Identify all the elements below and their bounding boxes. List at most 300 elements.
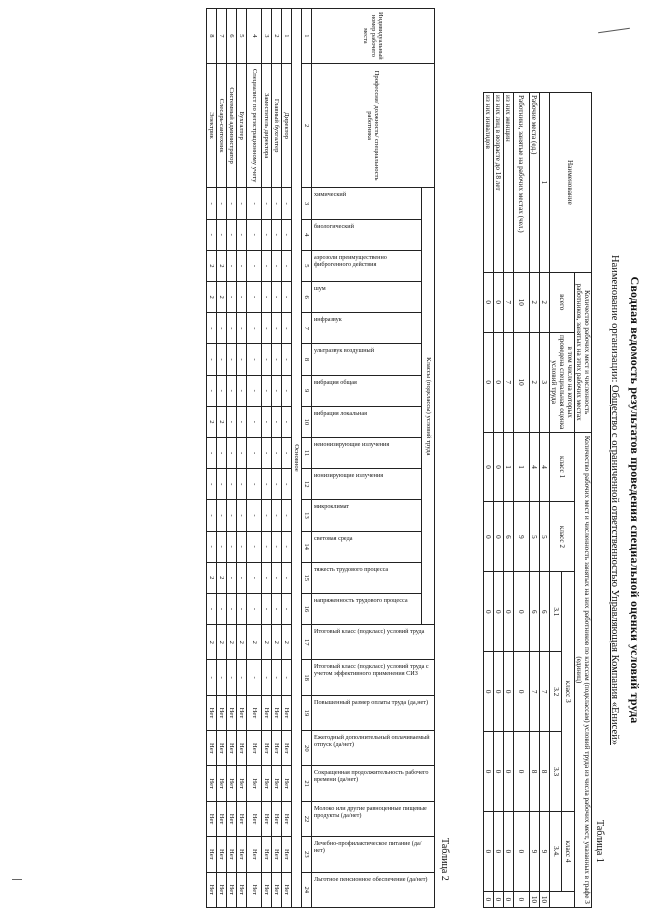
table2-colnum: 20	[302, 731, 312, 766]
table2-cell: Нет	[247, 695, 262, 730]
table2-cell: -	[247, 344, 262, 375]
table1-filler	[550, 891, 575, 907]
organization-line	[609, 130, 620, 870]
table2-header-factor: Итоговый класс (подкласс) условий труда с учетом эффективного применения СИЗ	[314, 663, 429, 678]
table2-cell: -	[227, 313, 237, 344]
table2-header-factor: Льготное пенсионное обеспечение (да/нет)	[314, 875, 428, 883]
table2-cell: Нет	[282, 837, 292, 872]
table2-header-factor: напряженность трудового процесса	[314, 596, 409, 604]
table2-colnum: 24	[302, 872, 312, 907]
table2-cell: Нет	[207, 766, 217, 801]
table2-cell: -	[207, 313, 217, 344]
table2-cell: -	[262, 219, 272, 250]
table2-cell: 2	[217, 562, 227, 593]
table2-row	[227, 9, 237, 908]
table1-cell: 0	[504, 732, 514, 812]
table2-cell: -	[247, 282, 262, 313]
table1-cell: 0	[484, 572, 494, 652]
table2-cell: -	[237, 660, 247, 695]
table2-cell: Нет	[282, 801, 292, 836]
table2-cell: Нет	[207, 731, 217, 766]
table2-colnum: 5	[302, 250, 312, 281]
table2-cell: -	[247, 469, 262, 500]
table1-cell: 1	[514, 432, 530, 502]
table2-cell: 2	[217, 250, 227, 281]
pen-mark	[12, 879, 22, 880]
table2-cell: -	[237, 375, 247, 406]
table2-header	[302, 9, 435, 908]
table2-cell: 2	[237, 625, 247, 660]
table2-header-factor: биологический	[314, 222, 355, 230]
table2-cell: -	[207, 531, 217, 562]
table2-cell: Нет	[237, 731, 247, 766]
table2-cell: -	[237, 593, 247, 624]
table2-cell: -	[282, 375, 292, 406]
table2-cell: -	[282, 250, 292, 281]
table2-cell: Нет	[247, 837, 262, 872]
table2-cell: -	[282, 593, 292, 624]
table2-cell: -	[272, 593, 282, 624]
table2-cell: -	[272, 660, 282, 695]
table1-colnum: 1	[540, 93, 550, 273]
table2-cell: -	[282, 188, 292, 219]
table1-cell: 0	[484, 891, 494, 907]
table1-cell: 0	[494, 812, 504, 892]
table1-cell: 0	[484, 432, 494, 502]
table2-cell: Нет	[247, 766, 262, 801]
table1-row-name: из них инвалидов	[484, 93, 494, 273]
table2-header-factor: ультразвук воздушный	[314, 347, 375, 355]
table2-cell: -	[237, 562, 247, 593]
table2-cell: -	[227, 406, 237, 437]
table2-cell: -	[282, 313, 292, 344]
table1-cell: 10	[514, 272, 530, 332]
table2-cell: 2	[207, 406, 217, 437]
table1-cell: 0	[504, 572, 514, 652]
table1-colnum: 9	[540, 812, 550, 892]
table1-row-name: из них лиц в возрасте до 18 лет	[494, 93, 504, 273]
table2-cell: -	[247, 219, 262, 250]
table2-colnum: 12	[302, 469, 312, 500]
table2-colnum: 15	[302, 562, 312, 593]
table1-cell: 0	[494, 572, 504, 652]
table2-cell: -	[282, 500, 292, 531]
table2-cell: Нет	[217, 766, 227, 801]
table1-cell: 10	[514, 332, 530, 432]
table2-cell: Нет	[227, 766, 237, 801]
table1-header-class3: класс 3	[562, 572, 575, 812]
table2-cell: Нет	[227, 801, 237, 836]
table2-cell: -	[262, 437, 272, 468]
table2-cell: -	[207, 344, 217, 375]
table2-colnum: 17	[302, 625, 312, 660]
table2-row-id: 5	[237, 9, 247, 64]
table1-colnum: 4	[540, 432, 550, 502]
table2-header-factor: инфразвук	[314, 316, 343, 324]
table2-cell: -	[247, 562, 262, 593]
table2-header-factor: аэрозоли преимущественно фиброгенного действия	[314, 253, 388, 268]
table2-row-profession: Бухгалтер	[237, 63, 247, 188]
table1-cell: 0	[494, 272, 504, 332]
table1-header-name: Наименование	[550, 93, 592, 273]
table2-cell: Нет	[227, 872, 237, 907]
table2-colnum: 6	[302, 282, 312, 313]
table2-cell: -	[282, 344, 292, 375]
table2-cell: -	[247, 500, 262, 531]
table2-cell: 2	[262, 625, 272, 660]
table2-cell: Нет	[247, 872, 262, 907]
table2-cell: -	[272, 313, 282, 344]
table2-header-factor: химический	[314, 191, 347, 199]
table1-row-name: Рабочие места (ед.)	[530, 93, 540, 273]
table2-cell: -	[237, 437, 247, 468]
table2-cell: -	[217, 313, 227, 344]
table1-header-3-2: 3.2	[550, 652, 563, 732]
table2-cell: Нет	[247, 731, 262, 766]
table2-cell: -	[272, 188, 282, 219]
table1-cell: 6	[504, 502, 514, 572]
table1-header-total: всего	[550, 272, 575, 332]
table2-cell: Нет	[282, 731, 292, 766]
table2-header-factor: Итоговый класс (подкласс) условий труда	[314, 628, 425, 636]
table2-cell: -	[217, 219, 227, 250]
table2-header-factor: Сокращенная продолжительность рабочего времени (да/нет)	[314, 769, 429, 784]
table2-cell: 2	[207, 282, 217, 313]
table1-cell: 0	[514, 572, 530, 652]
table2-row	[262, 9, 272, 908]
table2-cell: -	[227, 531, 237, 562]
table2-cell: -	[282, 660, 292, 695]
organization-name: Общество с ограниченной ответственностью Управляющая Компания «Енисей»	[609, 384, 620, 745]
table1-row	[514, 93, 530, 908]
table2-cell: -	[237, 531, 247, 562]
table1-cell: 7	[504, 332, 514, 432]
table1-cell: 0	[514, 732, 530, 812]
table2-cell: 2	[217, 625, 227, 660]
table1-cell: 0	[484, 272, 494, 332]
table2-header-factor: Ежегодный дополнительный оплачиваемый отпуск (да/нет)	[314, 734, 430, 749]
table2-body	[207, 9, 302, 908]
table2-row	[247, 9, 262, 908]
table1-cell: 0	[484, 502, 494, 572]
table2-cell: -	[247, 313, 262, 344]
table1-cell: 9	[530, 812, 540, 892]
table2-header-factor: тяжесть трудового процесса	[314, 565, 389, 573]
table2-cell: -	[262, 660, 272, 695]
table2-cell: -	[247, 188, 262, 219]
table2-cell: -	[227, 219, 237, 250]
table2-row-profession: Слесарь-сантехник	[217, 63, 227, 188]
table2-row-profession: Главный бухгалтер	[272, 63, 282, 188]
table2-cell: -	[282, 469, 292, 500]
table2-colnum: 8	[302, 344, 312, 375]
table2-cell: -	[207, 375, 217, 406]
table1-cell: 10	[530, 891, 540, 907]
table2-cell: -	[262, 282, 272, 313]
table2-row-id: 2	[272, 9, 282, 64]
table2-cell: Нет	[282, 872, 292, 907]
table1-cell: 2	[530, 272, 540, 332]
table2-row	[217, 9, 227, 908]
table2-cell: Нет	[217, 837, 227, 872]
table2-cell: 2	[207, 250, 217, 281]
table2-cell: -	[262, 313, 272, 344]
table1-header-class4: класс 4	[562, 812, 575, 892]
table1-cell: 0	[504, 891, 514, 907]
table1-body	[484, 93, 540, 908]
table2-cell: Нет	[247, 801, 262, 836]
table2-cell: -	[247, 375, 262, 406]
table2-row-id: 4	[247, 9, 262, 64]
table1-colnum: 2	[540, 272, 550, 332]
table2-cell: -	[262, 344, 272, 375]
table1-cell: 0	[514, 812, 530, 892]
table2-cell: 2	[217, 282, 227, 313]
table2-header-classes: Классы (подклассы) условий труда	[422, 188, 435, 625]
table2-cell: -	[227, 660, 237, 695]
table1-row	[484, 93, 494, 908]
table1-row-name: из них женщин	[504, 93, 514, 273]
table2-cell: -	[247, 250, 262, 281]
table2-colnum: 18	[302, 660, 312, 695]
table2-cell: -	[217, 531, 227, 562]
table1-cell: 6	[530, 572, 540, 652]
table1-cell: 0	[494, 891, 504, 907]
table2-cell: Нет	[227, 731, 237, 766]
table2-cell: -	[262, 250, 272, 281]
table2-row-id: 1	[282, 9, 292, 64]
table2-colnum: 2	[302, 63, 312, 188]
table2-cell: -	[262, 469, 272, 500]
table1-row-name: Работники, занятые на рабочих местах (чел.)	[514, 93, 530, 273]
table2-cell: -	[247, 593, 262, 624]
table2-cell: Нет	[207, 801, 217, 836]
table2-cell: -	[282, 437, 292, 468]
table2-colnum: 23	[302, 837, 312, 872]
table2-cell: Нет	[237, 695, 247, 730]
table2-cell: Нет	[237, 801, 247, 836]
table2-cell: Нет	[282, 695, 292, 730]
table2-cell: 2	[207, 625, 217, 660]
table1-header-assessed: в том числе на которых проведена специальная оценка условий труда	[550, 332, 575, 432]
table2-cell: -	[237, 469, 247, 500]
table2-header-factor: вибрация общая	[314, 378, 358, 386]
table2-cell: Нет	[272, 731, 282, 766]
table2-cell: -	[207, 593, 217, 624]
table2-cell: Нет	[217, 872, 227, 907]
table1-cell: 5	[530, 502, 540, 572]
table2-cell: Нет	[262, 801, 272, 836]
table2-row-profession: Системный администратор	[227, 63, 237, 188]
table2-colnum: 9	[302, 375, 312, 406]
table2-colnum: 13	[302, 500, 312, 531]
table2-cell: -	[217, 437, 227, 468]
table2-cell: 2	[227, 625, 237, 660]
table2-cell: -	[237, 282, 247, 313]
table2-header-factor: вибрация локальная	[314, 409, 368, 417]
pen-mark	[598, 28, 630, 33]
table1-cell: 7	[504, 272, 514, 332]
table1-cell: 8	[530, 732, 540, 812]
table2-header-factor: неионизирующие излучения	[314, 440, 390, 448]
table2-cell: Нет	[207, 695, 217, 730]
table2-cell: -	[282, 219, 292, 250]
table2-colnum: 7	[302, 313, 312, 344]
table2-row	[282, 9, 292, 908]
table1-colnum: 6	[540, 572, 550, 652]
table2-cell: Нет	[217, 695, 227, 730]
table2-cell: -	[272, 500, 282, 531]
table2-cell: -	[247, 406, 262, 437]
table1-header-count: Количество рабочих мест и численность работников, занятых на этих рабочих местах	[575, 272, 592, 432]
table2-cell: Нет	[217, 801, 227, 836]
table2-cell: -	[282, 562, 292, 593]
table2-cell: -	[227, 593, 237, 624]
table2-cell: Нет	[272, 837, 282, 872]
table2-header-factor: ионизирующие излучения	[314, 472, 384, 480]
table1-cell: 1	[504, 432, 514, 502]
table2-row	[272, 9, 282, 908]
page-title: Сводная ведомость результатов проведения специальной оценки условий труда	[628, 276, 642, 724]
table1-colnum: 5	[540, 502, 550, 572]
table2-section: Основное	[292, 9, 302, 908]
table2-colnum: 11	[302, 437, 312, 468]
table1-cell: 0	[514, 652, 530, 732]
table1-row	[530, 93, 540, 908]
table1-cell: 0	[494, 432, 504, 502]
table2-cell: -	[217, 500, 227, 531]
table2-cell: Нет	[227, 837, 237, 872]
table2-cell: 2	[282, 625, 292, 660]
table1-cell: 0	[494, 502, 504, 572]
table2-cell: -	[227, 469, 237, 500]
table2-header-factor: Повышенный размер оплаты труда (да,нет)	[314, 698, 429, 706]
table2-cell: Нет	[227, 695, 237, 730]
table2-cell: Нет	[262, 872, 272, 907]
workplace-table	[206, 8, 435, 908]
table2-cell: -	[262, 500, 272, 531]
table2-cell: -	[227, 562, 237, 593]
table2-header-profession: Профессия/ должность/ специальность работника	[312, 63, 435, 188]
table1-header-3-3: 3.3	[550, 732, 563, 812]
table2-cell: -	[237, 406, 247, 437]
table2-cell: -	[237, 500, 247, 531]
table2-row-id: 6	[227, 9, 237, 64]
table2-cell: 2	[247, 625, 262, 660]
table1-colnum: 8	[540, 732, 550, 812]
organization-label: Наименование организации:	[609, 255, 620, 383]
table1-cell: 0	[484, 332, 494, 432]
table1-cell: 0	[484, 732, 494, 812]
table1-cell: 0	[484, 812, 494, 892]
table2-cell: -	[227, 188, 237, 219]
table2-row-profession: Заместитель директора	[262, 63, 272, 188]
table1-header-class2: класс 2	[550, 502, 575, 572]
table1-colnum: 7	[540, 652, 550, 732]
table2-cell: -	[262, 375, 272, 406]
table2-cell: Нет	[272, 695, 282, 730]
table2-cell: Нет	[207, 837, 217, 872]
table2-cell: -	[262, 531, 272, 562]
table2-cell: -	[237, 344, 247, 375]
table2-cell: -	[217, 375, 227, 406]
table2-cell: -	[217, 469, 227, 500]
table2-cell: 2	[272, 625, 282, 660]
table2-cell: -	[247, 660, 262, 695]
table2-cell: Нет	[262, 695, 272, 730]
table2-cell: -	[227, 344, 237, 375]
table2-row-id: 3	[262, 9, 272, 64]
table2-row	[237, 9, 247, 908]
table2-colnum: 21	[302, 766, 312, 801]
table2-cell: Нет	[262, 731, 272, 766]
table2-cell: -	[207, 660, 217, 695]
table2-cell: -	[237, 250, 247, 281]
table2-row-profession: Директор	[282, 63, 292, 188]
table2-cell: Нет	[217, 731, 227, 766]
table2-cell: -	[282, 406, 292, 437]
table1-header-3-4: 3.4.	[550, 812, 563, 892]
table2-cell: -	[207, 437, 217, 468]
table2-cell: -	[227, 500, 237, 531]
table2-cell: -	[272, 219, 282, 250]
table2-cell: Нет	[262, 837, 272, 872]
table2-cell: -	[272, 531, 282, 562]
table2-header-factor: микроклимат	[314, 503, 350, 511]
table2-cell: Нет	[237, 766, 247, 801]
table1-colnum: 3	[540, 332, 550, 432]
table2-cell: Нет	[262, 766, 272, 801]
table2-colnum: 22	[302, 801, 312, 836]
table1-header-classes: Количество рабочих мест и численность занятых на них работников по классам (подклассам) условий труда из числа рабочих мест, указанных в графе 3 (единиц)	[575, 432, 592, 907]
table1-row	[504, 93, 514, 908]
table2-cell: Нет	[237, 837, 247, 872]
table1-cell: 0	[504, 812, 514, 892]
table2-cell: -	[217, 660, 227, 695]
table1-cell: 0	[514, 891, 530, 907]
table2-row-profession: Специалист по регистрационному учету	[247, 63, 262, 188]
table2-cell: -	[217, 344, 227, 375]
table1-cell: 0	[484, 652, 494, 732]
table2-cell: Нет	[272, 801, 282, 836]
table2-cell: 2	[207, 562, 217, 593]
table2-cell: -	[247, 531, 262, 562]
table2-header-factor: световая среда	[314, 534, 353, 542]
table2-cell: -	[272, 437, 282, 468]
table2-colnum: 19	[302, 695, 312, 730]
table2-cell: Нет	[282, 766, 292, 801]
table2-cell: -	[272, 282, 282, 313]
table2-cell: -	[262, 562, 272, 593]
table2-colnum: 14	[302, 531, 312, 562]
table1-cell: 9	[514, 502, 530, 572]
table2-cell: -	[217, 593, 227, 624]
table1-cell: 0	[494, 732, 504, 812]
table2-cell: -	[227, 250, 237, 281]
table2-cell: -	[207, 188, 217, 219]
table2-cell: -	[272, 375, 282, 406]
table1-cell: 7	[530, 652, 540, 732]
table2-header-factor: Лечебно-профилактическое питание (да/нет)	[314, 840, 422, 855]
summary-table	[483, 92, 592, 908]
table2-cell: -	[207, 469, 217, 500]
table2-colnum: 1	[302, 9, 312, 64]
table2-cell: -	[227, 375, 237, 406]
table2-cell: -	[272, 406, 282, 437]
table2-cell: Нет	[272, 872, 282, 907]
table2-header-id: Индивидуальный номер рабочего места	[312, 9, 435, 64]
table2-cell: -	[227, 437, 237, 468]
